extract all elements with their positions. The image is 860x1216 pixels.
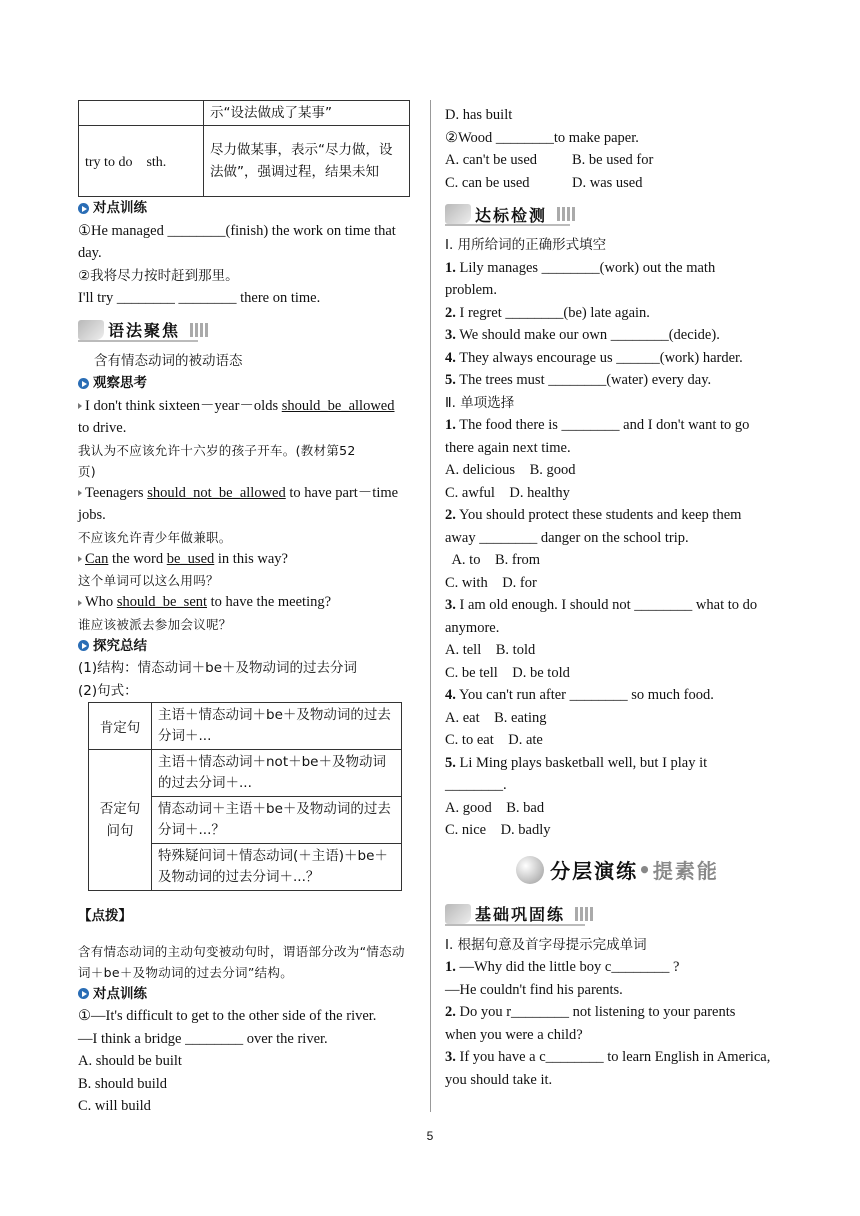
translation: 我认为不应该允许十六岁的孩子开车。(教材第52: [78, 442, 356, 458]
example-cont: to drive.: [78, 420, 127, 436]
play-icon: [78, 640, 89, 651]
summary-heading: 探究总结: [78, 635, 414, 658]
page-number: 5: [426, 1129, 434, 1143]
option-row: C. can be used D. was used: [445, 174, 643, 191]
right-column: [445, 104, 790, 1091]
bars-icon: [575, 907, 593, 921]
translation: 这个单词可以这么用吗？: [78, 573, 219, 588]
list-item: 4. You can't run after ________ so much food.: [445, 687, 714, 703]
option: B. should build: [78, 1075, 168, 1092]
try-to-do-table: [78, 100, 410, 197]
question: ①—It's difficult to get to the other side of the river.: [78, 1008, 377, 1024]
table-cell: 情态动词＋主语＋be＋及物动词的过去分词＋...？: [152, 797, 402, 844]
list-item: ________.: [445, 777, 507, 793]
left-column: [78, 100, 414, 1118]
question: I'll try ________ ________ there on time.: [78, 290, 321, 306]
book-icon: [78, 320, 104, 340]
fill-list: [445, 257, 790, 392]
section-title: Ⅰ. 用所给词的正确形式填空: [445, 237, 607, 253]
list-item: —He couldn't find his parents.: [445, 981, 623, 998]
example: Teenagers should_not_be_allowed to have part－time: [78, 482, 414, 505]
list-item: C. awful D. healthy: [445, 484, 570, 501]
mc-list: [445, 414, 790, 842]
column-divider: [430, 100, 431, 1112]
orb-icon: [516, 856, 544, 884]
layer-banner: 分层演练 • 提素能: [445, 850, 790, 890]
triangle-bullet-icon: [78, 600, 82, 606]
triangle-bullet-icon: [78, 490, 82, 496]
list-item: C. be tell D. be told: [445, 664, 570, 681]
example: I don't think sixteen－year－olds should_be_allowed: [78, 395, 414, 418]
grammar-banner: 语法聚焦: [78, 314, 414, 346]
table-cell: 肯定句: [89, 703, 152, 750]
example: Can the word be_used in this way?: [78, 548, 414, 571]
list-item: you should take it.: [445, 1071, 553, 1088]
table-cell: 主语＋情态动词＋be＋及物动词的过去分词＋...: [152, 703, 402, 750]
list-item: anymore.: [445, 619, 500, 636]
list-item: 3. I am old enough. I should not ________ what to do: [445, 597, 758, 613]
tip-text: 含有情态动词的主动句变被动句时，谓语部分改为“情态动词＋be＋及物动词的过去分词”结构。: [78, 943, 405, 980]
play-icon: [78, 203, 89, 214]
table-cell: 示“设法做成了某事”: [204, 101, 410, 126]
list-item: 4. They always encourage us ______(work) harder.: [445, 349, 743, 366]
example-cont: jobs.: [78, 507, 106, 523]
list-item: 5. The trees must ________(water) every day.: [445, 372, 712, 388]
check-banner: 达标检测: [445, 198, 790, 230]
practice-heading: 对点训练: [78, 983, 414, 1006]
option-row: A. can't be used B. be used for: [445, 152, 654, 168]
list-item: A. to B. from: [445, 552, 541, 568]
table-cell: 主语＋情态动词＋not＋be＋及物动词的过去分词＋...: [152, 750, 402, 797]
list-item: C. nice D. badly: [445, 822, 551, 838]
question-cont: day.: [78, 245, 102, 261]
list-item: problem.: [445, 282, 497, 298]
question: ①He managed ________(finish) the work on time that: [78, 222, 396, 239]
list-item: 1. The food there is ________ and I don't want to go: [445, 417, 750, 433]
list-item: 2. Do you r________ not listening to your parents: [445, 1004, 736, 1020]
question: ②Wood ________to make paper.: [445, 129, 639, 146]
list-item: away ________ danger on the school trip.: [445, 529, 689, 546]
triangle-bullet-icon: [78, 403, 82, 409]
list-item: A. eat B. eating: [445, 709, 547, 726]
translation: 谁应该被派去参加会议呢？: [78, 616, 232, 632]
example: Who should_be_sent to have the meeting?: [78, 591, 414, 614]
list-item: A. good B. bad: [445, 799, 545, 816]
question: —I think a bridge ________ over the river.: [78, 1030, 328, 1047]
translation: 不应该允许青少年做兼职。: [78, 529, 232, 545]
list-item: A. tell B. told: [445, 642, 536, 658]
play-icon: [78, 378, 89, 389]
section-title: Ⅱ. 单项选择: [445, 394, 515, 411]
option: D. has built: [445, 107, 513, 123]
bars-icon: [190, 323, 208, 337]
list-item: 2. I regret ________(be) late again.: [445, 304, 650, 321]
list-item: 3. We should make our own ________(decide).: [445, 327, 720, 343]
list-item: C. to eat D. ate: [445, 732, 543, 748]
structure-text: (1)结构：情态动词＋be＋及物动词的过去分词: [78, 660, 357, 676]
basic-banner: 基础巩固练: [445, 898, 790, 930]
tip-heading: 【点拨】: [78, 907, 132, 924]
section-title: Ⅰ. 根据句意及首字母提示完成单词: [445, 936, 647, 953]
list-item: 1. Lily manages ________(work) out the math: [445, 259, 716, 276]
observe-heading: 观察思考: [78, 372, 414, 395]
list-item: there again next time.: [445, 439, 571, 456]
list-item: A. delicious B. good: [445, 462, 576, 478]
triangle-bullet-icon: [78, 556, 82, 562]
structure-text: (2)句式：: [78, 682, 138, 699]
play-icon: [78, 988, 89, 999]
practice-heading: 对点训练: [78, 197, 414, 220]
list-item: 1. —Why did the little boy c________ ?: [445, 959, 680, 975]
table-cell: 特殊疑问词＋情态动词(＋主语)＋be＋及物动词的过去分词＋...？: [152, 844, 402, 891]
table-cell: try to do sth.: [79, 126, 204, 197]
list-item: when you were a child?: [445, 1026, 583, 1043]
table-cell: 尽力做某事，表示“尽力做，设法做”，强调过程，结果未知: [204, 126, 410, 197]
option: C. will build: [78, 1098, 151, 1114]
translation: 页): [78, 463, 96, 479]
section-title: 含有情态动词的被动语态: [94, 352, 243, 369]
question-cn: ②我将尽力按时赶到那里。: [78, 267, 239, 284]
list-item: 2. You should protect these students and keep them: [445, 507, 742, 523]
table-cell: [79, 101, 204, 126]
option: A. should be built: [78, 1053, 182, 1069]
word-list: [445, 956, 790, 1091]
list-item: 3. If you have a c________ to learn English in America,: [445, 1049, 771, 1065]
book-icon: [445, 204, 471, 224]
sentence-form-table: [88, 702, 402, 891]
list-item: 5. Li Ming plays basketball well, but I play it: [445, 754, 708, 771]
bars-icon: [557, 207, 575, 221]
table-cell: 否定句问句: [89, 750, 152, 891]
list-item: C. with D. for: [445, 574, 537, 591]
book-icon: [445, 904, 471, 924]
